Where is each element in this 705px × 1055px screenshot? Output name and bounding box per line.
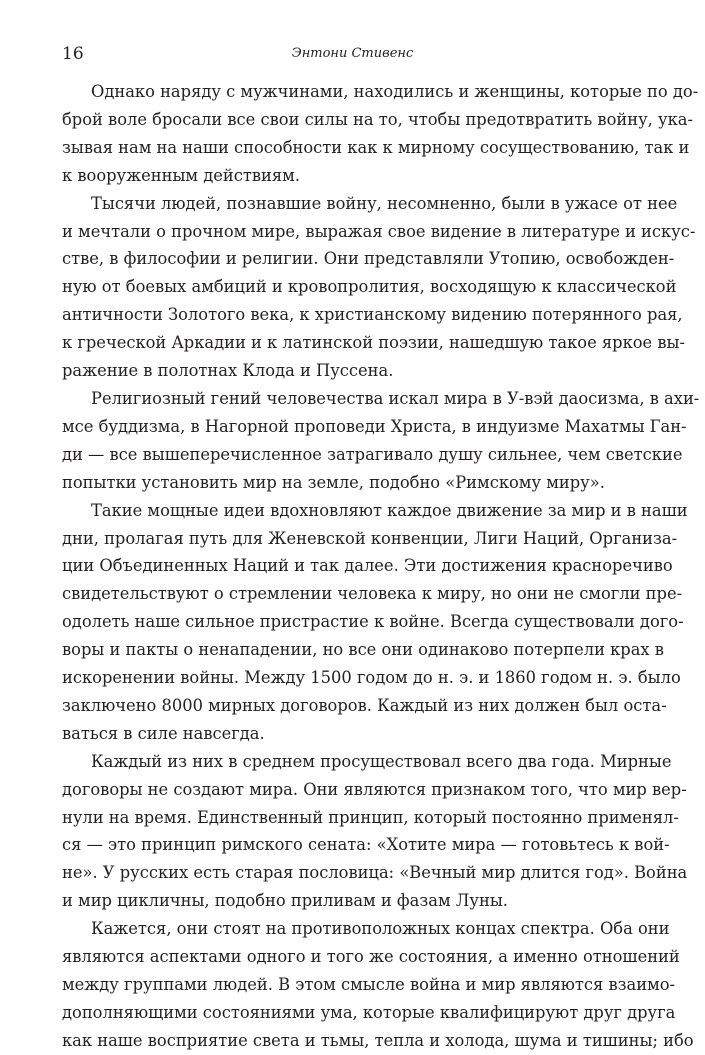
- paragraph-4-line: одолеть наше сильное пристрастие к войне. Всегда существовали дого-: [62, 612, 684, 632]
- paragraph-3-line: Религиозный гений человечества искал мира в У-вэй даосизма, в ахи-: [91, 388, 700, 408]
- paragraph-4-line: свидетельствуют о стремлении человека к миру, но они не смогли пре-: [62, 584, 683, 604]
- paragraph-1-line: зывая нам на наши способности как к мирному сосуществованию, так и: [62, 137, 690, 157]
- paragraph-6-line: между группами людей. В этом смысле война и мир являются взаимо-: [62, 975, 676, 994]
- paragraph-3-line: ди — все вышеперечисленное затрагивало душу сильнее, чем светские: [62, 444, 683, 464]
- paragraph-5-line: нули на время. Единственный принцип, который постоянно применял-: [62, 807, 679, 827]
- paragraph-5-line: и мир цикличны, подобно приливам и фазам Луны.: [62, 891, 508, 911]
- paragraph-5-line: ся — это принцип римского сената: «Хотите мира — готовьтесь к вой-: [62, 835, 670, 855]
- paragraph-4-line: заключено 8000 мирных договоров. Каждый из них должен был оста-: [62, 695, 667, 715]
- paragraph-2-line: античности Золотого века, к христианскому видению потерянного рая,: [62, 305, 683, 325]
- paragraph-2-line: ную от боевых амбиций и кровопролития, восходящую к классической: [62, 277, 677, 297]
- page-header: [62, 44, 643, 68]
- paragraph-2-line: Тысячи людей, познавшие войну, несомненно, были в ужасе от нее: [91, 193, 678, 213]
- paragraph-4-line: ваться в силе навсегда.: [62, 723, 265, 743]
- paragraph-4-line: искоренении войны. Между 1500 годом до н. э. и 1860 годом н. э. было: [62, 668, 681, 688]
- paragraph-4-line: воры и пакты о ненападении, но все они одинаково потерпели крах в: [62, 640, 664, 660]
- paragraph-6-line: дополняющими состояниями ума, которые квалифицируют друг друга: [62, 1002, 676, 1022]
- paragraph-3-line: мсе буддизма, в Нагорной проповеди Христа, в индуизме Махатмы Ган-: [62, 416, 687, 436]
- paragraph-6-line: как наше восприятие света и тьмы, тепла и холода, шума и тишины; ибо: [62, 1030, 694, 1050]
- paragraph-1-line: брой воле бросали все свои силы на то, чтобы предотвратить войну, ука-: [62, 109, 693, 129]
- paragraph-5-line: не». У русских есть старая пословица: «Вечный мир длится год». Война: [62, 863, 688, 883]
- paragraph-6-line: Кажется, они стоят на противоположных концах спектра. Оба они: [91, 919, 670, 939]
- paragraph-4-line: дни, пролагая путь для Женевской конвенции, Лиги Наций, Организа-: [62, 528, 678, 548]
- paragraph-4-line: Такие мощные идеи вдохновляют каждое движение за мир и в наши: [91, 500, 688, 520]
- paragraph-1-line: к вооруженным действиям.: [62, 165, 301, 185]
- paragraph-5-line: Каждый из них в среднем просуществовал всего два года. Мирные: [91, 751, 672, 771]
- paragraph-3-line: попытки установить мир на земле, подобно «Римскому миру».: [62, 472, 605, 492]
- paragraph-2-line: стве, в философии и религии. Они представляли Утопию, освобожден-: [62, 249, 675, 269]
- paragraph-2-line: ражение в полотнах Клода и Пуссена.: [62, 361, 394, 381]
- body-text: [62, 78, 700, 1055]
- paragraph-5-line: договоры не создают мира. Они являются признаком того, что мир вер-: [62, 779, 687, 799]
- paragraph-4-line: ции Объединенных Наций и так далее. Эти достижения красноречиво: [62, 556, 673, 576]
- page-number: 16: [62, 44, 84, 64]
- paragraph-6-line: являются аспектами одного и того же состояния, а именно отношений: [62, 947, 680, 967]
- paragraph-2-line: и мечтали о прочном мире, выражая свое видение в литературе и искус-: [62, 221, 696, 241]
- running-head-author: Энтони Стивенс: [291, 46, 414, 61]
- paragraph-1-line: Однако наряду с мужчинами, находились и женщины, которые по до-: [91, 82, 699, 101]
- paragraph-2-line: к греческой Аркадии и к латинской поэзии, нашедшую такое яркое вы-: [62, 333, 685, 353]
